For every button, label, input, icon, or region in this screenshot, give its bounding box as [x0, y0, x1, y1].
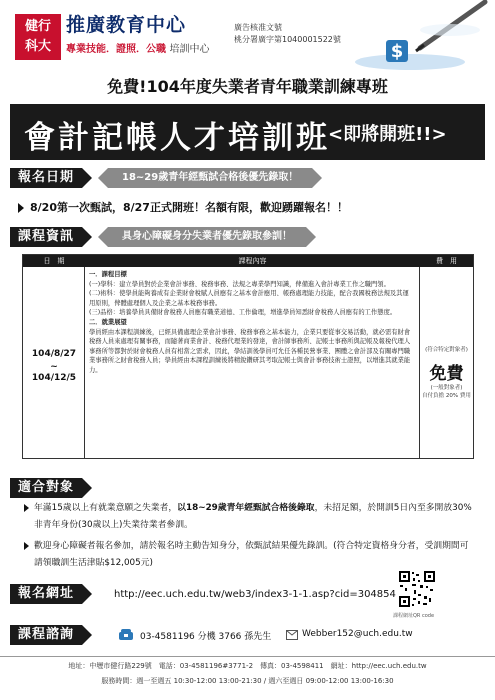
signup-text: [18, 199, 348, 215]
qr-code-icon[interactable]: [398, 570, 436, 608]
date-cell: [23, 267, 85, 458]
content-heading: 二．就業展望: [89, 318, 127, 326]
date-end: 104/12/5: [31, 373, 77, 383]
fee-note-bottom: (一般對象者): [430, 385, 463, 391]
signup-url-link[interactable]: http://eec.uch.edu.tw/web3/index3-1-1.asp?cid=304854: [114, 589, 396, 600]
logo-line1: 健行: [24, 19, 51, 34]
contact-phone[interactable]: 03-4581196 分機 3766 孫先生: [140, 632, 272, 642]
license-line2: 桃分署廣字第1040001522號: [234, 35, 341, 44]
svg-text:$: $: [390, 41, 404, 62]
brand-tagline: [66, 40, 209, 55]
fee-cell: [420, 267, 473, 458]
pen-coin-icon: [350, 0, 495, 70]
section-course-header: [10, 227, 485, 247]
content-paragraph: (一)學科：建立學員對於企業會計事務、稅務事務、法規之專業學門知識，俾備進入會計專業工作之職門領。: [89, 280, 390, 288]
target-text-part: ，未招足額，於開訓5日內至多開放30%非青年身份(30歲以上)失業待業者參訓。: [34, 503, 472, 530]
logo-line2: 科大: [24, 39, 51, 54]
license-text: [234, 22, 341, 46]
license-line1: 廣告核准文號: [234, 23, 282, 32]
section-label: 報名日期: [10, 168, 82, 188]
section-signup-header: [10, 168, 485, 188]
column-header-fee: 費 用: [436, 257, 457, 265]
target-text-part: 年滿15歲以上有就業意願之失業者，: [34, 503, 178, 513]
bullet-arrow-icon: [24, 542, 29, 550]
opening-soon-tag: <即將開班!!>: [328, 124, 447, 145]
brand-name: 推廣教育中心: [66, 14, 187, 36]
program-subtitle: 免費!104年度失業者青年職業訓練專班: [107, 77, 388, 96]
brand-tagline-suffix: 培訓中心: [169, 44, 210, 55]
target-item-text: 歡迎身心障礙者報名參加，請於報名時主動告知身分，依甄試結果優先錄訓。(符合特定資格身分者，受訓期間可請領職訓生活津貼$12,005元): [34, 541, 469, 568]
table-header-row: [23, 255, 473, 267]
course-table: [22, 254, 474, 459]
footer-address: 地址：中壢市健行路229號 電話：03-4581196#3771-2 傳真：03-4598411 網址：http://eec.uch.edu.tw: [68, 662, 427, 670]
target-item-text: [34, 500, 474, 534]
page-title: 會計記帳人才培訓班: [24, 120, 330, 156]
section-label: 課程諮詢: [10, 625, 82, 645]
content-heading: 一．課程目標: [89, 271, 127, 278]
footer-divider: [0, 656, 495, 657]
content-cell: [85, 267, 420, 458]
target-item: [24, 500, 474, 534]
bullet-arrow-icon: [18, 203, 24, 213]
fee-note-top: (符合特定對象者): [425, 347, 468, 353]
section-label: 報名網址: [10, 584, 82, 604]
qr-code-label: 課程網址QR code: [393, 613, 435, 619]
logo: [15, 14, 61, 60]
fee-value: 免費: [429, 364, 464, 384]
section-label: 適合對象: [10, 478, 82, 498]
section-note: 18~29歲青年經甄試合格後優先錄取！: [108, 168, 312, 188]
footer-hours: 服務時間：週一至週五 10:30-12:00 13:00-21:30 / 週六至週日 09:00-12:00 13:00-16:30: [101, 677, 394, 685]
date-separator: ~: [50, 362, 58, 372]
signup-text-content: 8/20第一次甄試，8/27正式開班！名額有限，歡迎踴躍報名！！: [30, 201, 348, 214]
page-header: [0, 0, 495, 70]
section-target-header: [10, 478, 485, 498]
column-header-content: 課程內容: [238, 257, 267, 265]
contact-email[interactable]: Webber152@uch.edu.tw: [302, 629, 413, 639]
target-text-emphasis: 以18~29歲青年經甄試合格後錄取: [177, 503, 315, 513]
brand-tagline-main: 專業技能．證照．公職: [66, 44, 166, 55]
content-paragraph: (二)術科：使學員能夠養成有企業財會稅賦人員應有之基本會計應用、帳務處理能力技能，配合我國稅務法規及其運用原則，俾體處理個人及企業之基本稅務事務。: [89, 290, 409, 307]
content-paragraph: (三)品格：培養學員具備財會稅務人員應有職業道德、工作倫理，增進學員知悉財會稅務人員應有的工作態度。: [89, 309, 397, 317]
mail-icon: [286, 630, 298, 640]
column-header-date: 日 期: [43, 257, 65, 265]
phone-icon: [118, 629, 134, 641]
content-paragraph: 學員經由本課程訓練後，已經具備處理企業會計事務、稅務事務之基本能力，企業只要從事交易活動，就必需有財會稅務人員來處理有關事務，而隨著商業會計、稅務代理業的發達，會計師事務所、記帳士事務所與記帳及報稅代理人事務所等都對於財會稅務人員有相當之需求，因此，學結訓後學員可允任各種民營事業、團體之會計部及有關專門職業事務所之財會稅務人員；學員經由本課程訓練後將精銳鑽研其考取記帳士與會計事務技術士證照，以增進其就業能力。: [89, 328, 411, 374]
fee-note-bottom: 自付負擔 20% 費用: [422, 393, 471, 399]
target-item: [24, 538, 474, 572]
bullet-arrow-icon: [24, 504, 29, 512]
title-band: [10, 104, 485, 160]
section-label: 課程資訊: [10, 227, 82, 247]
date-start: 104/8/27: [31, 349, 77, 359]
section-note: 具身心障礙身分失業者優先錄取參訓！: [108, 227, 306, 247]
